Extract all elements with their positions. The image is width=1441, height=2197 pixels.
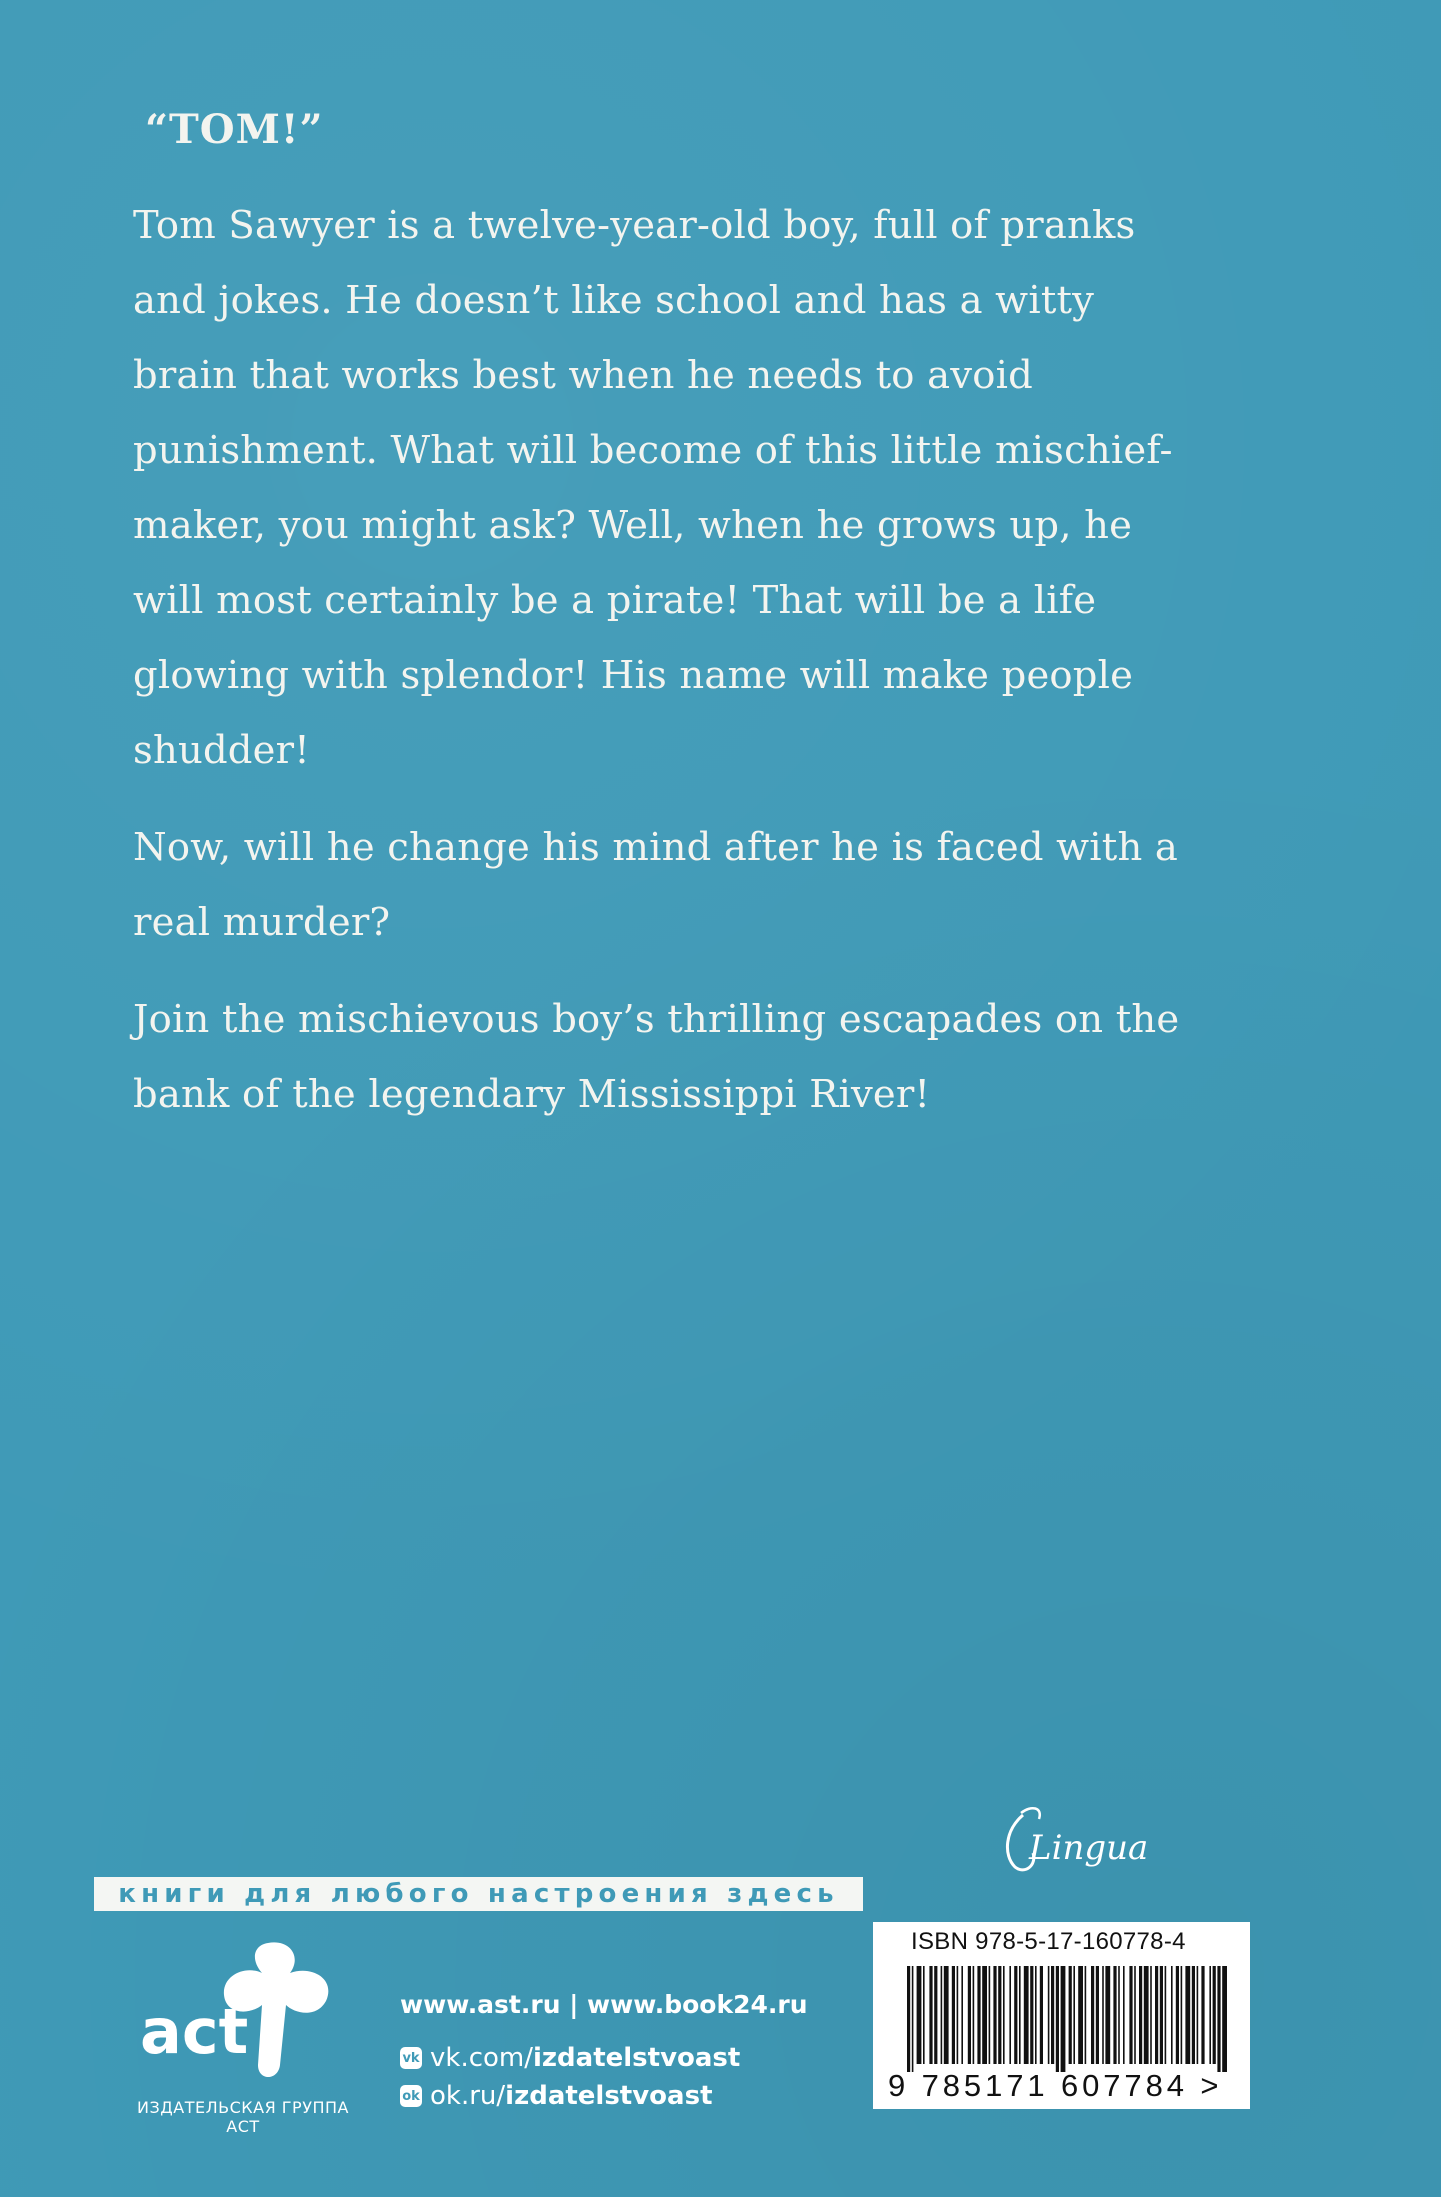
barcode-bar [1150,1966,1152,2064]
lingua-logo-text: Lingua [1029,1828,1149,1868]
barcode-bar [1073,1966,1075,2064]
barcode-bar [941,1966,943,2064]
barcode-bar [1201,1966,1204,2064]
website-links[interactable]: www.ast.ru | www.book24.ru [400,1990,808,2019]
vk-handle: izdatelstvoast [533,2043,741,2073]
barcode-bar [1078,1966,1083,2064]
blurb-paragraph-2: Now, will he change his mind after he is faced with a real murder? [133,825,1179,945]
barcode-bar [1091,1966,1094,2064]
barcode-bar [1171,1966,1173,2064]
ok-link[interactable] [400,2081,808,2111]
barcode-bar [1222,1966,1227,2072]
barcode-bar [1213,1966,1216,2064]
barcode-bar [1139,1966,1142,2064]
barcode-bar [1030,1966,1033,2064]
vk-link[interactable] [400,2043,808,2073]
tagline-banner: книги для любого настроения здесь [94,1877,863,1911]
barcode-bar [1192,1966,1195,2064]
barcode-bar [1069,1966,1072,2064]
barcode-bar [1024,1966,1029,2064]
isbn-label: ISBN 978-5-17-160778-4 [911,1928,1186,1955]
barcode-bar [1051,1966,1054,2064]
barcode-bar [1176,1966,1179,2064]
barcode-bar [973,1966,975,2064]
barcode-bar [982,1966,987,2064]
barcode-bar [944,1966,949,2064]
barcode-bar [1035,1966,1037,2064]
barcode-bar [1009,1966,1011,2064]
barcode-bar [1102,1966,1104,2064]
barcode-bar [929,1966,932,2064]
barcode-bar [1160,1966,1163,2064]
ok-domain: ok.ru/ [430,2081,506,2111]
barcode-bar [1123,1966,1125,2064]
barcode-bar [1085,1966,1087,2064]
barcode-bar [968,1966,971,2064]
barcode-bar [1040,1966,1043,2064]
barcode-bar [1209,1966,1211,2064]
barcode-bar [1129,1966,1132,2064]
barcode-bar [1185,1966,1190,2064]
barcode-bar [977,1966,980,2064]
barcode-bar [912,1966,914,2072]
barcode-bar [1144,1966,1149,2064]
publisher-links [400,1990,808,2119]
ok-handle: izdatelstvoast [505,2081,713,2111]
barcode-bar [1048,1966,1050,2064]
barcode-bar [952,1966,955,2064]
barcode-bar [1014,1966,1017,2064]
vk-icon: vk [400,2047,422,2069]
barcode-bar [934,1966,937,2064]
barcode-bar [1181,1966,1183,2064]
barcode-bar [1003,1966,1005,2064]
barcode-bar [923,1966,925,2064]
barcode-bar [1061,1966,1066,2072]
lingua-logo [985,1795,1149,1885]
barcode-bar [993,1966,996,2064]
publisher-name: ИЗДАТЕЛЬСКАЯ ГРУППА АСТ [137,2098,349,2136]
vk-domain: vk.com/ [430,2043,533,2073]
barcode-bar [1113,1966,1116,2064]
barcode-bar [998,1966,1001,2064]
barcode-bar [1056,1966,1059,2072]
barcode-bar [1165,1966,1167,2064]
barcode-bar [1105,1966,1110,2064]
barcode-bar [1096,1966,1099,2064]
barcode-bar [1217,1966,1220,2072]
barcode-bar [1019,1966,1021,2064]
barcode-bar [1118,1966,1120,2064]
blurb [133,100,1193,1154]
ok-icon: ok [400,2085,422,2107]
ast-logo-text: act [140,1995,249,2068]
barcode-bar [1197,1966,1199,2064]
barcode-digits: 9 785171 607784 > [888,2068,1223,2103]
ast-logo [140,1935,340,2090]
isbn-barcode [873,1922,1250,2109]
blurb-heading: “TOM!” [145,106,324,153]
barcode-bar [961,1966,963,2064]
blurb-paragraph-1: Tom Sawyer is a twelve-year-old boy, full of pranks and jokes. He doesn’t like school and has a witty brain that works best when he needs to avoid punishment. What will become of this little mischief-maker, you might ask? Well, when he grows up, he will most certainly be a pirate! That will be a life glowing with splendor! His name will make people shudder! [133,203,1173,773]
barcode-bar [917,1966,922,2064]
barcode-bar [989,1966,991,2064]
barcode-bar [907,1966,910,2072]
barcode-bar [1155,1966,1158,2064]
barcode-bar [1134,1966,1136,2064]
blurb-paragraph-3: Join the mischievous boy’s thrilling escapades on the bank of the legendary Mississippi River! [133,997,1180,1117]
barcode-bar [957,1966,959,2064]
